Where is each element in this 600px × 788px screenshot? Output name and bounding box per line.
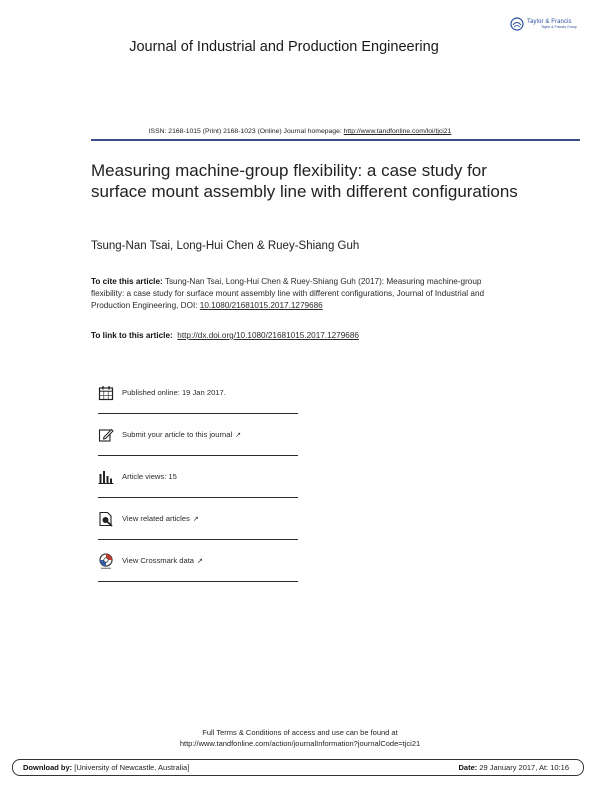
article-authors: Tsung-Nan Tsai, Long-Hui Chen & Ruey-Shiang Guh (91, 240, 360, 252)
publisher-logo-icon (510, 17, 524, 31)
downloaded-by-value: [University of Newcastle, Australia] (72, 763, 190, 772)
download-date-label: Date: (458, 763, 478, 772)
citation-label: To cite this article: (91, 277, 163, 286)
published-online-label: Published online: 19 Jan 2017. (122, 388, 226, 397)
download-date-value: 29 January 2017, At: 10:16 (477, 763, 569, 772)
related-articles-icon (98, 511, 114, 527)
related-articles-label[interactable]: View related articles (122, 514, 190, 523)
edit-icon (98, 427, 114, 443)
citation-doi-link[interactable]: 10.1080/21681015.2017.1279686 (199, 300, 323, 310)
issn-text: ISSN: 2168-1015 (Print) 2168-1023 (Online) Journal homepage: (148, 128, 344, 135)
article-info-list (98, 372, 298, 582)
citation-text: Tsung-Nan Tsai, Long-Hui Chen & Ruey-Shiang Guh (2017): Measuring machine-group flexibility: a case study for surface mount assembly line with different configurations, Journal of Industrial and Production Engineering, DOI: (91, 277, 485, 310)
crossmark-row[interactable] (98, 540, 298, 582)
publisher-brand: Taylor & Francis (527, 18, 572, 25)
article-doi-url[interactable]: http://dx.doi.org/10.1080/21681015.2017.1279686 (177, 331, 359, 340)
citation-block (91, 276, 511, 311)
terms-footer (0, 727, 600, 749)
external-link-icon: ↗ (192, 515, 199, 523)
article-views-row (98, 456, 298, 498)
submit-article-row[interactable] (98, 414, 298, 456)
external-link-icon: ↗ (235, 431, 242, 439)
published-online-row (98, 372, 298, 414)
related-articles-row[interactable] (98, 498, 298, 540)
article-title: Measuring machine-group flexibility: a case study for surface mount assembly line with different configurations (91, 161, 518, 201)
journal-info-url[interactable]: http://www.tandfonline.com/action/journalInformation?journalCode=tjci21 (179, 739, 421, 748)
article-link-line (91, 331, 359, 340)
header-rule (91, 139, 580, 141)
external-link-icon: ↗ (197, 557, 203, 565)
downloaded-by-label: Download by: (23, 763, 73, 772)
article-link-label: To link to this article: (91, 331, 173, 340)
issn-line (0, 128, 600, 135)
article-views-label: Article views: 15 (122, 472, 177, 481)
crossmark-icon (98, 553, 114, 569)
bar-chart-icon (98, 469, 114, 485)
journal-title: Journal of Industrial and Production Engineering (129, 39, 439, 55)
terms-line: Full Terms & Conditions of access and use can be found at (202, 728, 398, 737)
submit-article-label[interactable]: Submit your article to this journal (122, 430, 233, 439)
publisher-tagline: Taylor & Francis Group (541, 24, 577, 29)
calendar-icon (98, 385, 114, 401)
publisher-logo (510, 17, 577, 31)
journal-homepage-link[interactable]: http://www.tandfonline.com/loi/tjci21 (343, 128, 452, 135)
downloaded-by (23, 763, 189, 772)
download-info-bar (12, 759, 584, 776)
crossmark-label[interactable]: View Crossmark data (122, 556, 195, 565)
download-date (458, 763, 569, 772)
